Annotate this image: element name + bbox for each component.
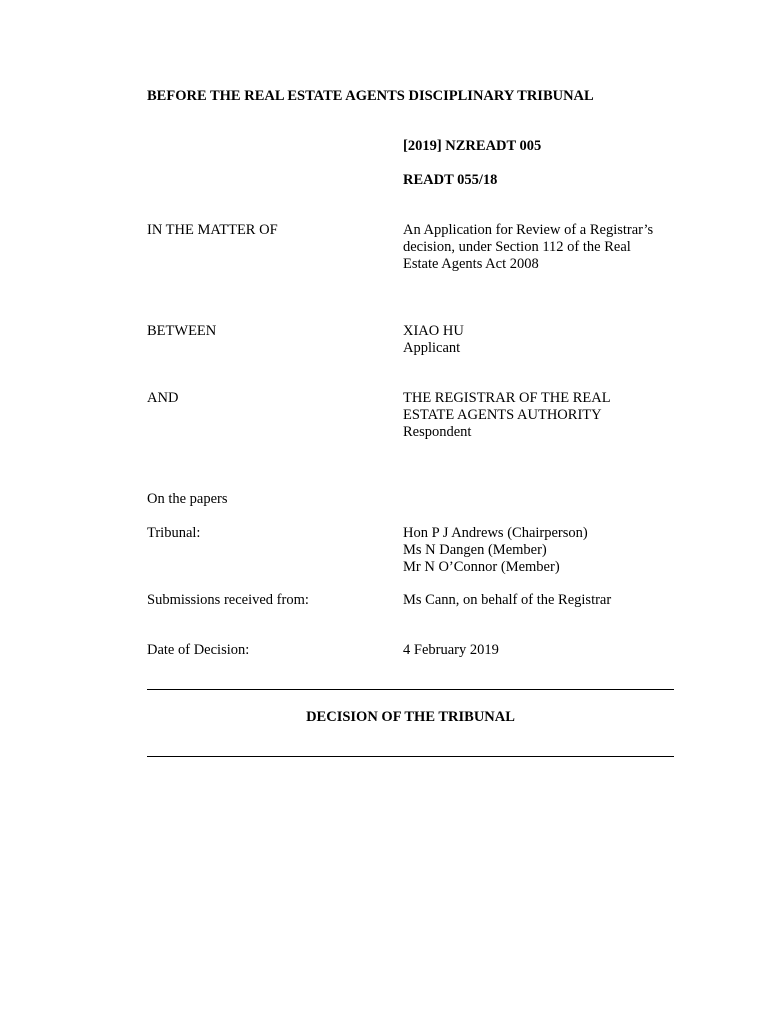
- tribunal-label: Tribunal:: [147, 525, 201, 541]
- decision-date-label: Date of Decision:: [147, 642, 250, 658]
- hearing-mode: On the papers: [147, 491, 228, 507]
- tribunal-member: Mr N O’Connor (Member): [403, 559, 560, 575]
- matter-line: An Application for Review of a Registrar’s: [403, 222, 654, 238]
- respondent-role: Respondent: [403, 424, 472, 440]
- matter-line: decision, under Section 112 of the Real: [403, 239, 631, 255]
- tribunal-member: Hon P J Andrews (Chairperson): [403, 525, 588, 541]
- matter-line: Estate Agents Act 2008: [403, 256, 539, 272]
- decision-date-value: 4 February 2019: [403, 642, 499, 658]
- respondent-name-line: THE REGISTRAR OF THE REAL: [403, 390, 611, 406]
- respondent-block: [403, 390, 611, 441]
- applicant-block: [403, 323, 464, 357]
- applicant-name: XIAO HU: [403, 323, 464, 339]
- and-label: AND: [147, 390, 179, 406]
- citation: [2019] NZREADT 005: [403, 138, 542, 154]
- decision-heading: DECISION OF THE TRIBUNAL: [306, 709, 515, 725]
- divider-top: [147, 689, 674, 690]
- between-label: BETWEEN: [147, 323, 217, 339]
- tribunal-member: Ms N Dangen (Member): [403, 542, 547, 558]
- divider-bottom: [147, 756, 674, 757]
- matter-description: [403, 222, 653, 273]
- applicant-role: Applicant: [403, 340, 461, 356]
- matter-label: IN THE MATTER OF: [147, 222, 278, 238]
- file-number: READT 055/18: [403, 172, 498, 188]
- submissions-label: Submissions received from:: [147, 592, 309, 608]
- respondent-name-line: ESTATE AGENTS AUTHORITY: [403, 407, 602, 423]
- tribunal-title: BEFORE THE REAL ESTATE AGENTS DISCIPLINARY TRIBUNAL: [147, 88, 594, 104]
- tribunal-members: [403, 525, 588, 576]
- submissions-value: Ms Cann, on behalf of the Registrar: [403, 592, 612, 608]
